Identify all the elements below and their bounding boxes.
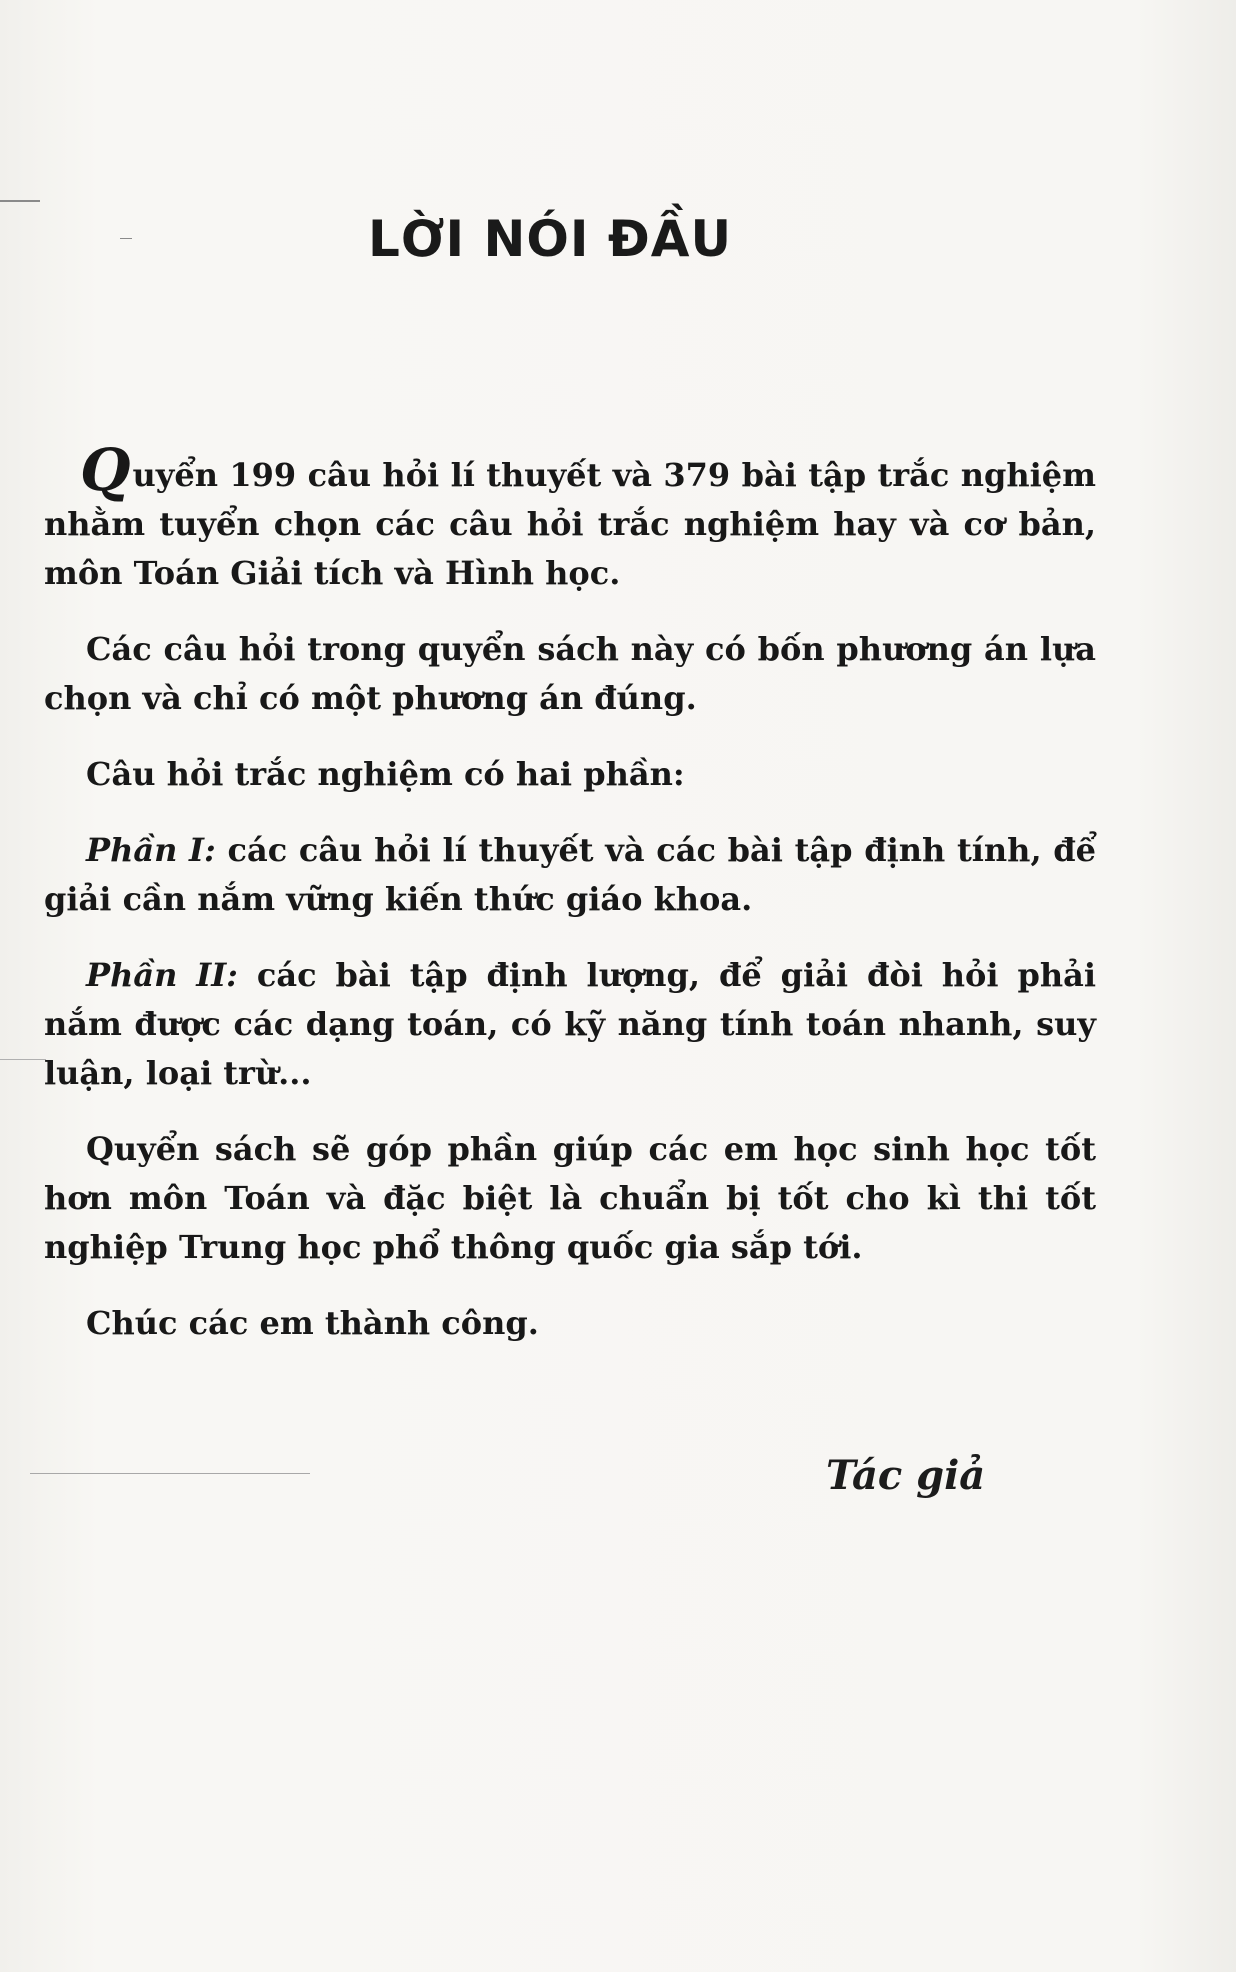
part1-text: các câu hỏi lí thuyết và các bài tập định tính, để giải cần nắm vững kiến thức giáo khoa. [44, 831, 1097, 918]
part1-label: Phần I: [86, 831, 216, 869]
intro-text: uyển 199 câu hỏi lí thuyết và 379 bài tập trắc nghiệm nhằm tuyển chọn các câu hỏi trắc nghiệm hay và cơ bản, môn Toán Giải tích và Hình học. [44, 456, 1096, 592]
options-paragraph: Các câu hỏi trong quyển sách này có bốn phương án lựa chọn và chỉ có một phương án đúng. [44, 630, 1096, 717]
author-signature: Tác giả [826, 1452, 986, 1499]
scan-mark [30, 1473, 310, 1474]
scan-mark [0, 200, 40, 202]
page-title: LỜI NÓI ĐẦU [367, 210, 733, 268]
scan-mark [0, 1059, 46, 1060]
part2-paragraph [44, 951, 1096, 1098]
part1-paragraph [44, 826, 1096, 924]
drop-cap: Q [80, 436, 131, 504]
part2-label: Phần II: [86, 956, 238, 994]
parts-intro-paragraph: Câu hỏi trắc nghiệm có hai phần: [86, 755, 685, 793]
part2-text: các bài tập định lượng, để giải đòi hỏi phải nắm được các dạng toán, có kỹ năng tính toán nhanh, suy luận, loại trừ... [44, 956, 1097, 1092]
purpose-paragraph: Quyển sách sẽ góp phần giúp các em học sinh học tốt hơn môn Toán và đặc biệt là chuẩn bị tốt cho kì thi tốt nghiệp Trung học phổ thông quốc gia sắp tới. [44, 1130, 1096, 1266]
preface-body [44, 436, 1097, 1348]
intro-paragraph [44, 436, 1096, 598]
closing-paragraph: Chúc các em thành công. [86, 1304, 539, 1342]
